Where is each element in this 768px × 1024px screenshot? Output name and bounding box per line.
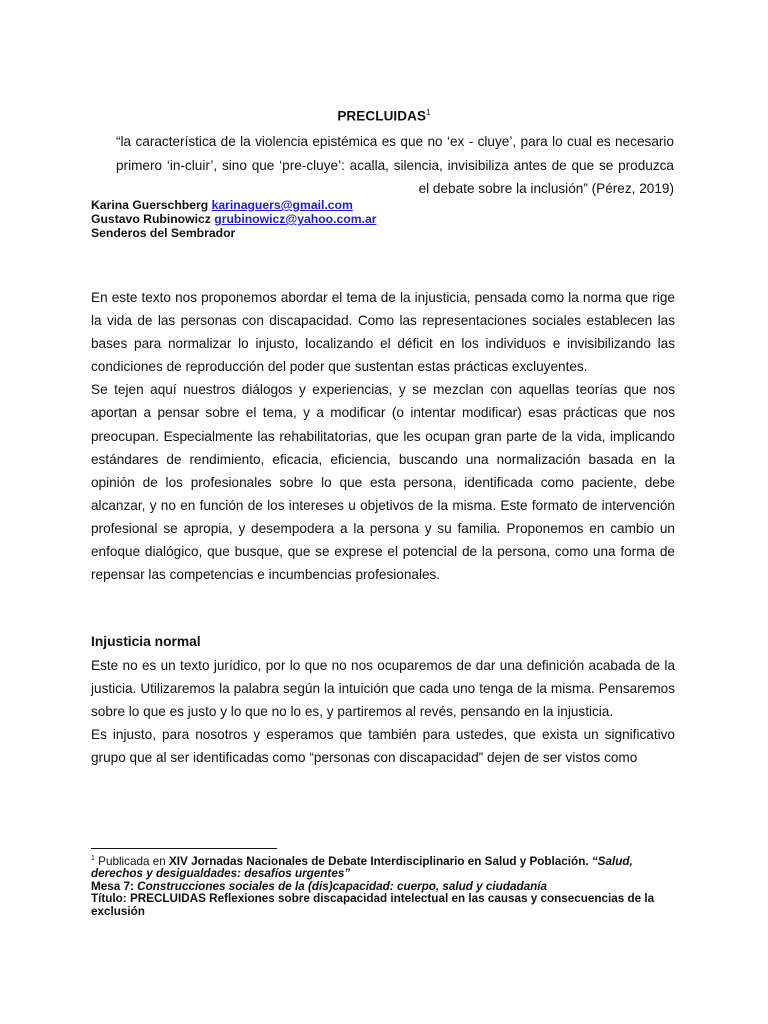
document-title xyxy=(0,108,768,124)
paragraph: Este no es un texto jurídico, por lo que no nos ocuparemos de dar una definición acabada de la justicia. Utilizaremos la palabra según la intuición que cada uno tenga de la misma. Pensaremos sobre lo que es justo y lo que no lo es, y partiremos al revés, pensando en la injusticia. xyxy=(91,658,675,720)
footnote-event: XIV Jornadas Nacionales de Debate Interdisciplinario en Salud y Población. xyxy=(169,854,589,868)
footnote-table-label: Mesa 7: xyxy=(91,879,134,893)
footnote-number: 1 xyxy=(91,855,95,862)
footnote-line xyxy=(91,853,675,881)
author-block xyxy=(91,198,675,240)
footnote xyxy=(91,853,675,918)
footnote-paper-title: Título: PRECLUIDAS Reflexiones sobre discapacidad intelectual en las causas y consecuencias de la exclusión xyxy=(91,892,655,918)
author-name: Karina Guerschberg xyxy=(91,198,209,212)
author-email-link[interactable]: karinaguers@gmail.com xyxy=(211,198,353,212)
title-text: PRECLUIDAS xyxy=(337,108,427,124)
footnote-motto: “Salud, derechos y desigualdades: desafíos urgentes” xyxy=(91,854,633,881)
author-line xyxy=(91,212,675,226)
epigraph-quote: “la característica de la violencia epistémica es que no ‘ex - cluye’, para lo cual es necesario primero ‘in-cluir’, sino que ‘pre-cluye’: acalla, silencia, invisibiliza antes de que se produzca el debate sobre la inclusión” (Pérez, 2019) xyxy=(116,134,674,196)
paragraph: Es injusto, para nosotros y esperamos que también para ustedes, que exista un significativo grupo que al ser identificadas como “personas con discapacidad” dejen de ser vistos como xyxy=(91,727,675,766)
paragraph: Se tejen aquí nuestros diálogos y experiencias, y se mezclan con aquellas teorías que nos aportan a pensar sobre el tema, y a modificar (o intentar modificar) esas prácticas que nos preocupan. Especialmente las rehabilitatorias, que les ocupan gran parte de la vida, implicando estándares de rendimiento, eficacia, eficiencia, buscando una normalización basada en la opinión de los profesionales sobre lo que esta persona, identificada como paciente, debe alcanzar, y no en función de los intereses u objetivos de la misma. Este formato de intervención profesional se apropia, y desempodera a la persona y su familia. Proponemos en cambio un enfoque dialógico, que busque, que se exprese el potencial de la persona, como una forma de repensar las competencias e incumbencias profesionales. xyxy=(91,382,675,583)
footnote-published-label: Publicada en xyxy=(98,854,166,868)
author-name: Gustavo Rubinowicz xyxy=(91,212,211,226)
author-email-link[interactable]: grubinowicz@yahoo.com.ar xyxy=(214,212,377,226)
intro-section xyxy=(91,286,675,586)
footnote-separator xyxy=(91,848,277,849)
section-heading: Injusticia normal xyxy=(91,634,201,649)
author-line xyxy=(91,198,675,212)
section-body xyxy=(91,654,675,769)
title-footnote-ref[interactable]: 1 xyxy=(426,108,431,117)
paragraph: En este texto nos proponemos abordar el tema de la injusticia, pensada como la norma que rige la vida de las personas con discapacidad. Como las representaciones sociales establecen las bases para normalizar lo injusto, localizando el déficit en los individuos e invisibilizando las condiciones de reproducción del poder que sustentan estas prácticas excluyentes. xyxy=(91,290,675,375)
footnote-table-name: Construcciones sociales de la (dis)capacidad: cuerpo, salud y ciudadanía xyxy=(137,879,547,893)
organization-name: Senderos del Sembrador xyxy=(91,226,236,240)
